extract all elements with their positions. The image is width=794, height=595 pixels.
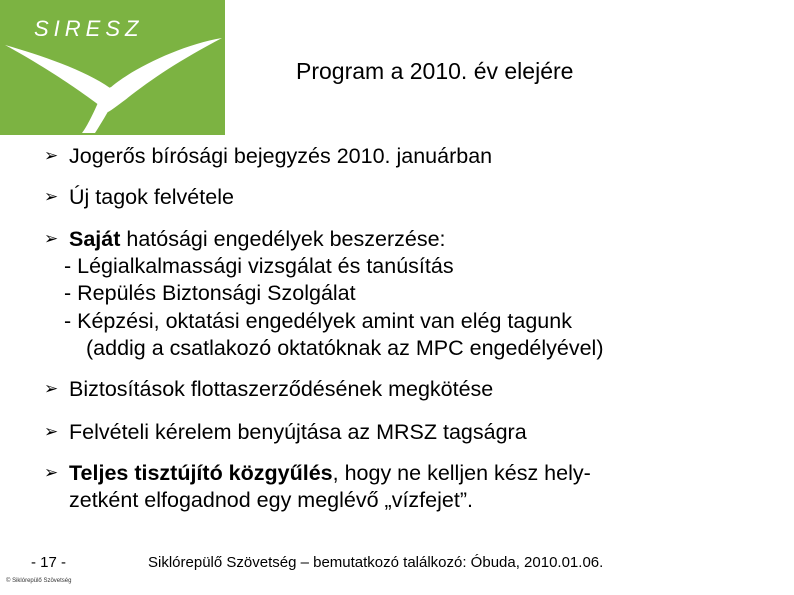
bullet-text: Jogerős bírósági bejegyzés 2010. januárban: [69, 144, 493, 168]
bullet-text: Új tagok felvétele: [69, 185, 234, 209]
arrow-bullet-icon: ➢: [44, 463, 59, 482]
arrow-bullet-icon: ➢: [44, 146, 59, 165]
bullet-text: , hogy ne kelljen kész hely-: [332, 461, 591, 485]
arrow-bullet-icon: ➢: [44, 379, 59, 398]
bullet-text: Felvételi kérelem benyújtása az MRSZ tagságra: [69, 420, 527, 444]
footer-text: Siklórepülő Szövetség – bemutatkozó találkozó: Óbuda, 2010.01.06.: [148, 554, 604, 571]
arrow-bullet-icon: ➢: [44, 187, 59, 206]
list-item: [44, 227, 446, 253]
logo-brand-text: SIRESZ: [34, 16, 144, 41]
bullet-text: Biztosítások flottaszerződésének megkötése: [69, 377, 494, 401]
list-item: [44, 461, 591, 487]
bullet-continuation: zetként elfogadnod egy meglévő „vízfejet”.: [69, 488, 473, 512]
sub-item: (addig a csatlakozó oktatóknak az MPC engedélyével): [86, 336, 604, 360]
page-number: - 17 -: [31, 554, 67, 571]
copyright-text: © Siklórepülő Szövetség: [6, 578, 72, 584]
logo-panel: [0, 0, 225, 135]
list-item: [44, 144, 492, 170]
sub-item: - Képzési, oktatási engedélyek amint van elég tagunk: [64, 309, 572, 333]
list-item: [44, 185, 234, 211]
arrow-bullet-icon: ➢: [44, 422, 59, 441]
slide-title: Program a 2010. év elejére: [296, 58, 574, 84]
bullet-text: hatósági engedélyek beszerzése:: [120, 227, 446, 251]
sub-item: - Légialkalmassági vizsgálat és tanúsítás: [64, 254, 454, 278]
list-item: [44, 420, 527, 446]
bird-icon: [0, 0, 225, 135]
sub-item: - Repülés Biztonsági Szolgálat: [64, 281, 356, 305]
arrow-bullet-icon: ➢: [44, 229, 59, 248]
bullet-bold-text: Saját: [69, 227, 121, 251]
list-item: [44, 377, 493, 403]
bullet-bold-text: Teljes tisztújító közgyűlés: [69, 461, 333, 485]
